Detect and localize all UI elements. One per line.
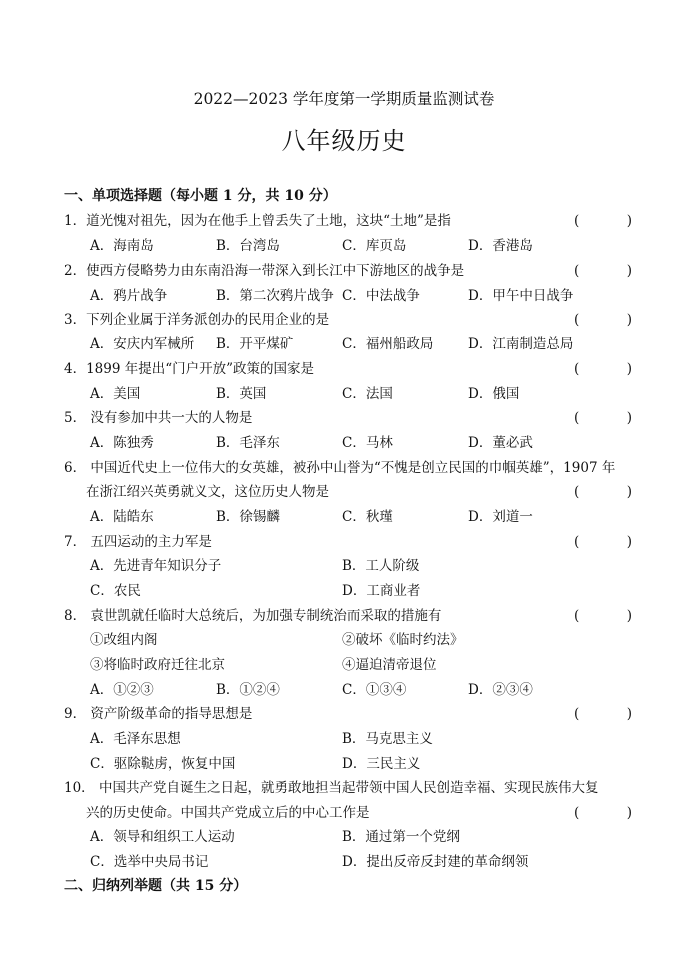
question-8: [64, 605, 632, 627]
question-text: 在浙江绍兴英勇就义文，这位历史人物是: [86, 484, 329, 500]
option-d: D．甲午中日战争: [468, 288, 574, 304]
question-10-continued: [64, 802, 632, 824]
option-a: A．安庆内军械所: [90, 336, 195, 352]
option-c: C．法国: [342, 386, 393, 402]
option-d: D．刘道一: [468, 509, 533, 525]
answer-blank: ( ): [574, 706, 632, 722]
question-text: 3．下列企业属于洋务派创办的民用企业的是: [64, 312, 330, 328]
exam-title: 2022—2023 学年度第一学期质量监测试卷: [193, 90, 495, 108]
option-d: D．提出反帝反封建的革命纲领: [342, 854, 529, 870]
option-c: C．秋瑾: [342, 509, 393, 525]
option-c: C．驱除鞑虏，恢复中国: [90, 756, 236, 772]
answer-blank: ( ): [574, 534, 632, 550]
statement-3: ③将临时政府迁往北京: [90, 657, 225, 673]
question-6-continued: [64, 481, 632, 503]
answer-blank: ( ): [574, 213, 632, 229]
question-6: [64, 457, 644, 479]
answer-blank: ( ): [574, 361, 632, 377]
option-a: A．海南岛: [90, 238, 154, 254]
statement-1: ①改组内阁: [90, 632, 158, 648]
question-3: [64, 309, 632, 331]
option-b: B．台湾岛: [216, 238, 280, 254]
subject-title: 八年级历史: [281, 127, 407, 155]
option-d: D．工商业者: [342, 583, 421, 599]
option-a: A．陈独秀: [90, 435, 154, 451]
question-2: [64, 260, 632, 282]
option-d: D．②③④: [468, 682, 533, 698]
question-text: 9． 资产阶级革命的指导思想是: [64, 706, 253, 722]
statement-4: ④逼迫清帝退位: [342, 657, 437, 673]
option-b: B．毛泽东: [216, 435, 280, 451]
option-c: C．农民: [90, 583, 141, 599]
question-9: [64, 703, 632, 725]
option-b: B．开平煤矿: [216, 336, 294, 352]
question-4: [64, 358, 632, 380]
answer-blank: ( ): [574, 312, 632, 328]
option-c: C．①③④: [342, 682, 407, 698]
option-c: C．马林: [342, 435, 393, 451]
question-text: 4．1899 年提出“门户开放”政策的国家是: [64, 361, 315, 377]
question-text: 10． 中国共产党自诞生之日起，就勇敢地担当起带领中国人民创造幸福、实现民族伟大复: [64, 780, 599, 796]
question-text: 5． 没有参加中共一大的人物是: [64, 410, 253, 426]
answer-blank: ( ): [574, 263, 632, 279]
option-c: C．福州船政局: [342, 336, 434, 352]
option-c: C．中法战争: [342, 288, 420, 304]
option-b: B．①②④: [216, 682, 280, 698]
question-1: [64, 210, 632, 232]
answer-blank: ( ): [574, 410, 632, 426]
option-d: D．江南制造总局: [468, 336, 574, 352]
option-b: B．徐锡麟: [216, 509, 280, 525]
option-a: A．毛泽东思想: [90, 731, 181, 747]
option-b: B．第二次鸦片战争: [216, 288, 334, 304]
option-a: A．陆皓东: [90, 509, 154, 525]
question-10: [64, 777, 644, 799]
answer-blank: ( ): [574, 805, 632, 821]
option-b: B．通过第一个党纲: [342, 829, 460, 845]
question-7: [64, 531, 632, 553]
option-c: C．选举中央局书记: [90, 854, 209, 870]
answer-blank: ( ): [574, 608, 632, 624]
option-a: A．领导和组织工人运动: [90, 829, 235, 845]
option-a: A．美国: [90, 386, 141, 402]
option-a: A．①②③: [90, 682, 154, 698]
question-text: 1．道光愧对祖先，因为在他手上曾丢失了土地，这块“土地”是指: [64, 213, 451, 229]
question-text: 兴的历史使命。中国共产党成立后的中心工作是: [86, 805, 370, 821]
option-a: A．先进青年知识分子: [90, 558, 222, 574]
option-d: D．香港岛: [468, 238, 533, 254]
option-b: B．工人阶级: [342, 558, 420, 574]
question-text: 6． 中国近代史上一位伟大的女英雄，被孙中山誉为“不愧是创立民国的巾帼英雄”，1907 年: [64, 460, 616, 476]
option-d: D．董必武: [468, 435, 533, 451]
section-1-heading: 一、单项选择题（每小题 1 分，共 10 分）: [64, 188, 337, 204]
statement-2: ②破坏《临时约法》: [342, 632, 464, 648]
answer-blank: ( ): [574, 484, 632, 500]
option-b: B．马克思主义: [342, 731, 433, 747]
question-text: 7． 五四运动的主力军是: [64, 534, 212, 550]
option-d: D．三民主义: [342, 756, 421, 772]
question-text: 8． 袁世凯就任临时大总统后，为加强专制统治而采取的措施有: [64, 608, 442, 624]
option-a: A．鸦片战争: [90, 288, 168, 304]
question-text: 2．使西方侵略势力由东南沿海一带深入到长江中下游地区的战争是: [64, 263, 465, 279]
question-5: [64, 407, 632, 429]
option-c: C．库页岛: [342, 238, 407, 254]
option-d: D．俄国: [468, 386, 520, 402]
option-b: B．英国: [216, 386, 267, 402]
section-2-heading: 二、归纳列举题（共 15 分）: [64, 878, 248, 894]
